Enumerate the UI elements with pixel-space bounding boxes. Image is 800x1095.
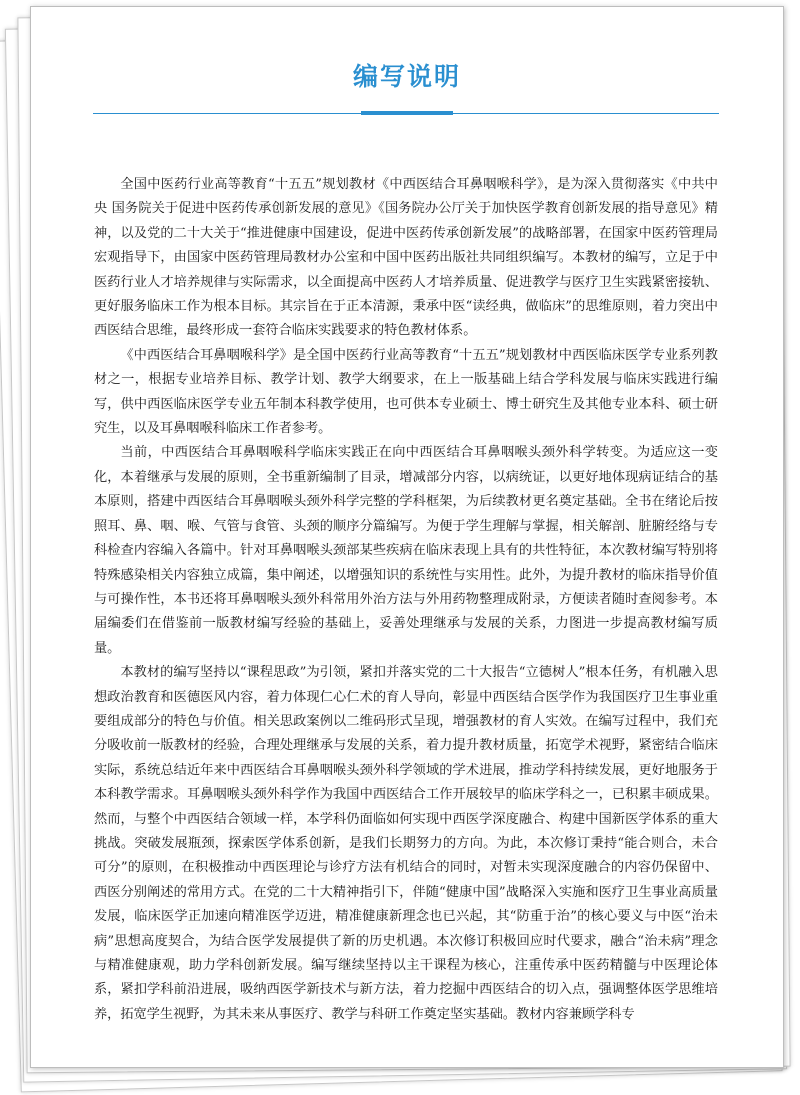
paragraph: 全国中医药行业高等教育“十五五”规划教材《中西医结合耳鼻咽喉科学》，是为深入贯彻落实《中共中央 国务院关于促进中医药传承创新发展的意见》《国务院办公厅关于加快医学教育创新发展的指导意见》精神，以及党的二十大关于“推进健康中国建设，促进中医药传承创新发展”的战略部署，在国家中医药管理局宏观指导下，由国家中医药管理局教材办公室和中国中医药出版社共同组织编写。本教材的编写，立足于中医药行业人才培养规律与实际需求，以全面提高中医药人才培养质量、促进教学与医疗卫生实践紧密接轨、更好服务临床工作为根本目标。其宗旨在于正本清源，秉承中医“读经典，做临床”的思维原则，着力突出中西医结合思维，最终形成一套符合临床实践要求的特色教材体系。 <box>94 177 718 339</box>
paragraph: 当前，中西医结合耳鼻咽喉科学临床实践正在向中西医结合耳鼻咽喉头颈外科学转变。为适应这一变化，本着继承与发展的原则，全书重新编制了目录，增减部分内容，以病统证，以更好地体现病证结合的基本原则，搭建中西医结合耳鼻咽喉头颈外科学完整的学科框架，为后续教材更名奠定基础。全书在绪论后按照耳、鼻、咽、喉、气管与食管、头颈的顺序分篇编写。为便于学生理解与掌握，相关解剖、脏腑经络与专科检查内容编入各篇中。针对耳鼻咽喉头颈部某些疾病在临床表现上具有的共性特征，本次教材编写特别将特殊感染相关内容独立成篇，集中阐述，以增强知识的系统性与实用性。此外，为提升教材的临床指导价值与可操作性，本书还将耳鼻咽喉头颈外科常用外治方法与外用药物整理成附录，方便读者随时查阅参考。本届编委们在借鉴前一版教材编写经验的基础上，妥善处理继承与发展的关系，力图进一步提高教材编写质量。 <box>94 445 718 656</box>
title-divider-accent <box>361 111 453 115</box>
paragraph: 本教材的编写坚持以“课程思政”为引领，紧扣并落实党的二十大报告“立德树人”根本任务，有机融入思想政治教育和医德医风内容，着力体现仁心仁术的育人导向，彰显中西医结合医学作为我国医疗卫生事业重要组成部分的特色与价值。相关思政案例以二维码形式呈现，增强教材的育人实效。在编写过程中，我们充分吸收前一版教材的经验，合理处理继承与发展的关系，着力提升教材质量，拓宽学术视野，紧密结合临床实际，系统总结近年来中西医结合耳鼻咽喉头颈外科学领域的学术进展，推动学科持续发展，更好地服务于本科教学需求。耳鼻咽喉头颈外科学作为我国中西医结合工作开展较早的临床学科之一，已积累丰硕成果。然而，与整个中西医结合领域一样，本学科仍面临如何实现中西医学深度融合、构建中国新医学体系的重大挑战。突破发展瓶颈，探索医学体系创新，是我们长期努力的方向。为此，本次修订秉持“能合则合，未合可分”的原则，在积极推动中西医理论与诊疗方法有机结合的同时，对暂未实现深度融合的内容仍保留中、西医分别阐述的常用方式。在党的二十大精神指引下，伴随“健康中国”战略深入实施和医疗卫生事业高质量发展，临床医学正加速向精准医学迈进，精准健康新理念也已兴起，其“防重于治”的核心要义与中医“治未病”思想高度契合，为结合医学发展提供了新的历史机遇。本次修订积极回应时代要求，融合“治未病”理念与精准健康观，助力学科创新发展。编写继续坚持以主干课程为核心，注重传承中医药精髓与中医理论体系，紧扣学科前沿进展，吸纳西医学新技术与新方法，着力挖掘中西医结合的切入点，强调整体医学思维培养，拓宽学生视野，为其未来从事医疗、教学与科研工作奠定坚实基础。教材内容兼顾学科专 <box>94 665 718 1022</box>
document-page <box>30 6 784 1068</box>
document-body <box>94 173 718 1027</box>
paragraph: 《中西医结合耳鼻咽喉科学》是全国中医药行业高等教育“十五五”规划教材中西医临床医学专业系列教材之一，根据专业培养目标、教学计划、教学大纲要求，在上一版基础上结合学科发展与临床实践进行编写，供中西医临床医学专业五年制本科教学使用，也可供本专业硕士、博士研究生及其他专业本科、硕士研究生，以及耳鼻咽喉科临床工作者参考。 <box>94 347 718 437</box>
page-title: 编写说明 <box>352 62 461 91</box>
